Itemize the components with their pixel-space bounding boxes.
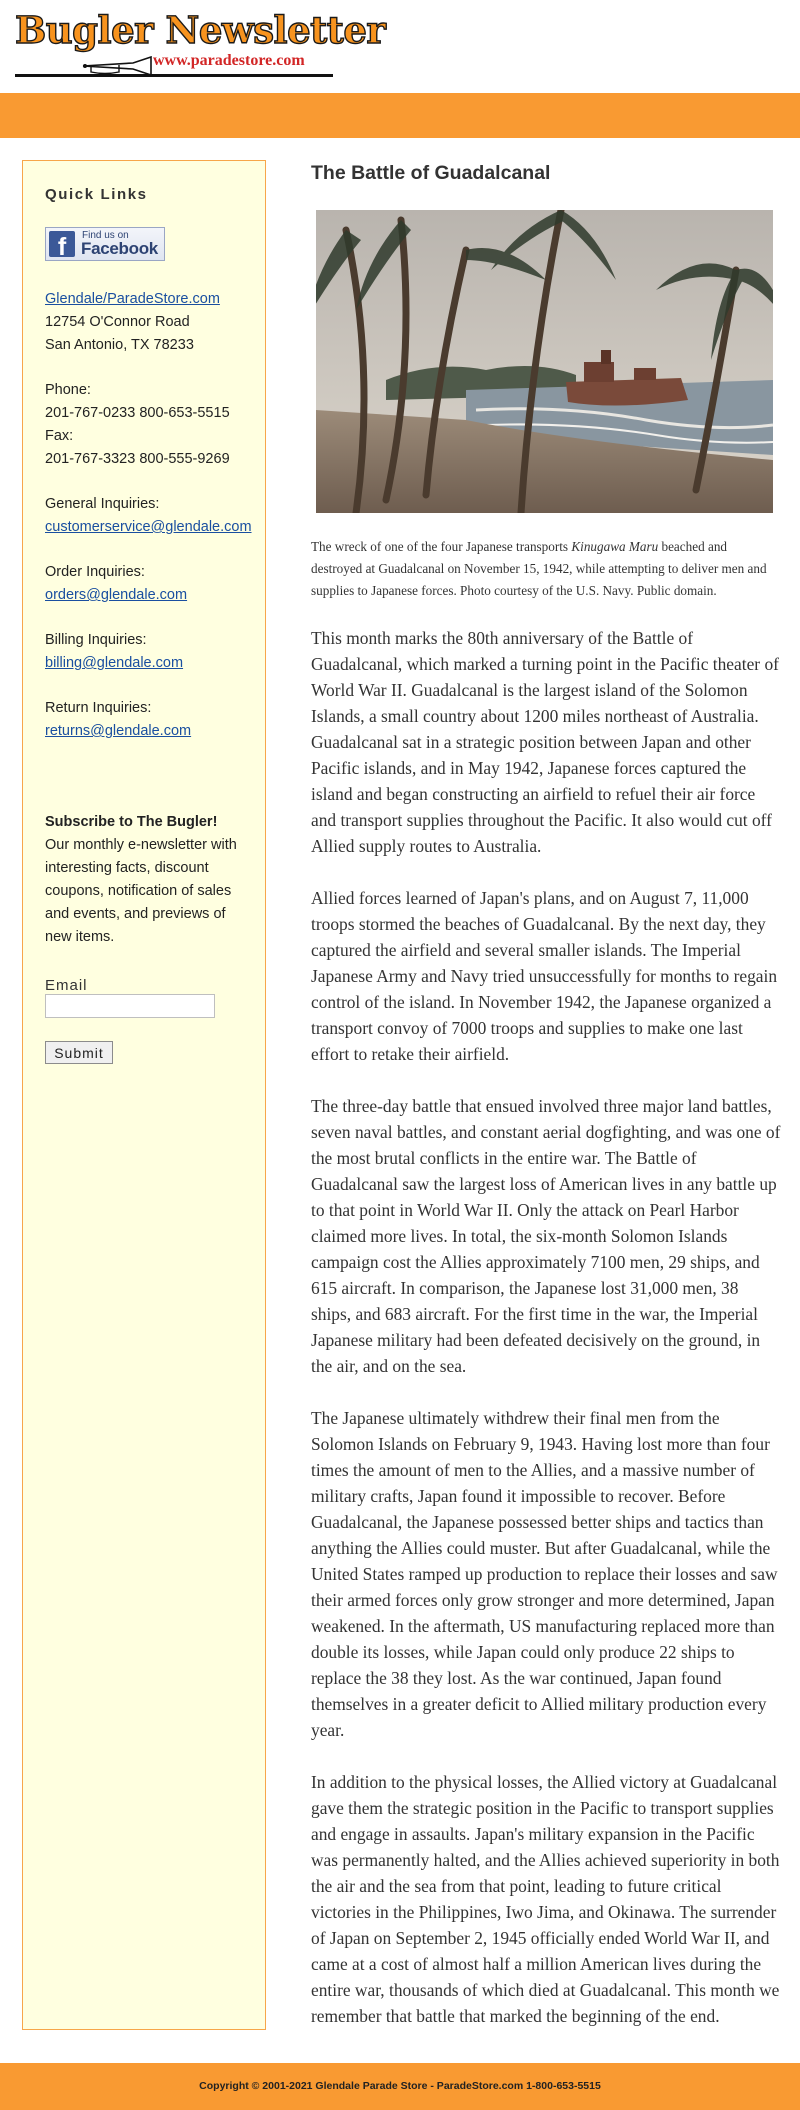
order-inquiries (45, 561, 187, 607)
billing-inquiries (45, 629, 183, 675)
fax-numbers: 201-767-3323 800-555-9269 (45, 451, 230, 467)
article-paragraph: The three-day battle that ensued involved three major land battles, seven naval battles, and constant aerial dogfighting, and was one of the most brutal conflicts in the entire war. The Battle of Guadalcanal saw the largest loss of American lives in any battle up to that point in World War II. Only the attack on Pearl Harbor claimed more lives. In total, the six-month Solomon Islands campaign cost the Allies approximately 7100 men, 29 ships, and 615 aircraft. In comparison, the Japanese lost 31,000 men, 38 ships, and 683 aircraft. For the first time in the war, the Imperial Japanese military had been defeated decisively on the ground, in the air, and on the sea. (311, 1096, 781, 1376)
article-paragraph: The Japanese ultimately withdrew their final men from the Solomon Islands on February 9, 1943. Having lost more than four times the amount of men to the Allies, and a massive number of military crafts, Japan found it impossible to recover. Before Guadalcanal, the Japanese possessed better ships and tactics than anything the Allies could muster. But after Guadalcanal, while the United States ramped up production to replace their losses and saw their armed forces only grow stronger and more determined, Japan weakened. In the aftermath, US manufacturing replaced more than double its losses, while Japan could only produce 22 ships to replace the 38 they lost. As the war continued, Japan found themselves in a greater deficit to Allied military production every year. (311, 1408, 778, 1740)
facebook-icon: f (49, 231, 75, 257)
email-input[interactable] (45, 994, 215, 1018)
article-title: The Battle of Guadalcanal (311, 162, 551, 184)
quick-links-sidebar (22, 160, 266, 2030)
logo-underline (15, 74, 333, 77)
phone-label: Phone: (45, 382, 91, 398)
facebook-big-label: Facebook (81, 239, 158, 258)
subscribe-text-line: coupons, notification of sales (45, 883, 232, 899)
bugle-icon (81, 56, 153, 76)
caption-ship-name: Kinugawa Maru (571, 539, 659, 554)
page-header (0, 0, 800, 93)
logo-url[interactable]: www.paradestore.com (153, 52, 305, 69)
caption-text: beached and destroyed at Guadalcanal on November 15, 1942, while attempting to deliver men and supplies to Japanese forces. Photo courtesy of the U.S. Navy. Public domain. (311, 539, 767, 598)
facebook-button[interactable] (45, 227, 165, 261)
subscribe-text-line: interesting facts, discount (45, 860, 209, 876)
article-paragraph: This month marks the 80th anniversary of the Battle of Guadalcanal, which marked a turning point in the Pacific theater of World War II. Guadalcanal is the largest island of the Solomon Islands, a small country about 1200 miles northeast of Australia. Guadalcanal sat in a strategic position between Japan and other Pacific islands, and in May 1942, Japanese forces captured the island and began constructing an airfield to refuel their air force and transport supplies throughout the Pacific. It also would cut off Allied supply routes to Australia. (311, 628, 779, 856)
store-link[interactable]: Glendale/ParadeStore.com (45, 291, 220, 307)
address-line-1: 12754 O'Connor Road (45, 314, 190, 330)
subscribe-text-line: and events, and previews of (45, 906, 226, 922)
general-inquiries-label: General Inquiries: (45, 496, 160, 512)
general-inquiries (45, 493, 252, 539)
general-email-link[interactable]: customerservice@glendale.com (45, 519, 252, 535)
billing-email-link[interactable]: billing@glendale.com (45, 655, 184, 671)
subscribe-text-line: Our monthly e-newsletter with (45, 837, 237, 853)
article-paragraph: Allied forces learned of Japan's plans, and on August 7, 11,000 troops stormed the beaches of Guadalcanal. By the next day, they captured the airfield and several smaller islands. The Imperial Japanese Army and Navy tried unsuccessfully for months to regain control of the island. In November 1942, the Japanese organized a transport convoy of 7000 troops and supplies to make one last effort to retake their airfield. (311, 888, 778, 1064)
photo-caption (311, 536, 781, 602)
subscribe-text-line: new items. (45, 929, 115, 945)
phone-fax-block (45, 379, 230, 471)
subscribe-block (45, 811, 237, 949)
submit-button[interactable]: Submit (45, 1041, 113, 1064)
fax-label: Fax: (45, 428, 74, 444)
return-inquiries-label: Return Inquiries: (45, 700, 152, 716)
subscribe-title: Subscribe to The Bugler! (45, 814, 218, 830)
beach-shipwreck-illustration (316, 210, 773, 513)
email-label: Email (45, 977, 88, 994)
copyright-text: Copyright © 2001-2021 Glendale Parade Store - ParadeStore.com 1-800-653-5515 (199, 2080, 601, 2092)
billing-inquiries-label: Billing Inquiries: (45, 632, 147, 648)
header-orange-bar (0, 93, 800, 138)
logo-title: Bugler Newsletter (15, 8, 386, 52)
facebook-small-label: Find us on (82, 230, 129, 241)
store-address (45, 288, 220, 357)
article-paragraph: In addition to the physical losses, the Allied victory at Guadalcanal gave them the strategic position in the Pacific to transport supplies and engage in assaults. Japan's military expansion in the Pacific was permanently halted, and the Allies achieved superiority in both the air and the sea from that point, leading to future critical victories in the Philippines, Iwo Jima, and Okinawa. The surrender of Japan on September 2, 1945 officially ended World War II, and came at a cost of almost half a million American lives during the entire war, thousands of which died at Guadalcanal. This month we remember that battle that marked the beginning of the end. (311, 1772, 780, 2026)
guadalcanal-wreck-photo (316, 210, 773, 513)
bugler-logo[interactable] (15, 8, 386, 80)
address-line-2: San Antonio, TX 78233 (45, 337, 194, 353)
order-email-link[interactable]: orders@glendale.com (45, 587, 188, 603)
quick-links-title: Quick Links (45, 186, 148, 203)
page-footer (0, 2063, 800, 2110)
return-inquiries (45, 697, 191, 743)
caption-text: The wreck of one of the four Japanese transports (311, 539, 572, 554)
phone-numbers: 201-767-0233 800-653-5515 (45, 405, 230, 421)
order-inquiries-label: Order Inquiries: (45, 564, 145, 580)
return-email-link[interactable]: returns@glendale.com (45, 723, 192, 739)
